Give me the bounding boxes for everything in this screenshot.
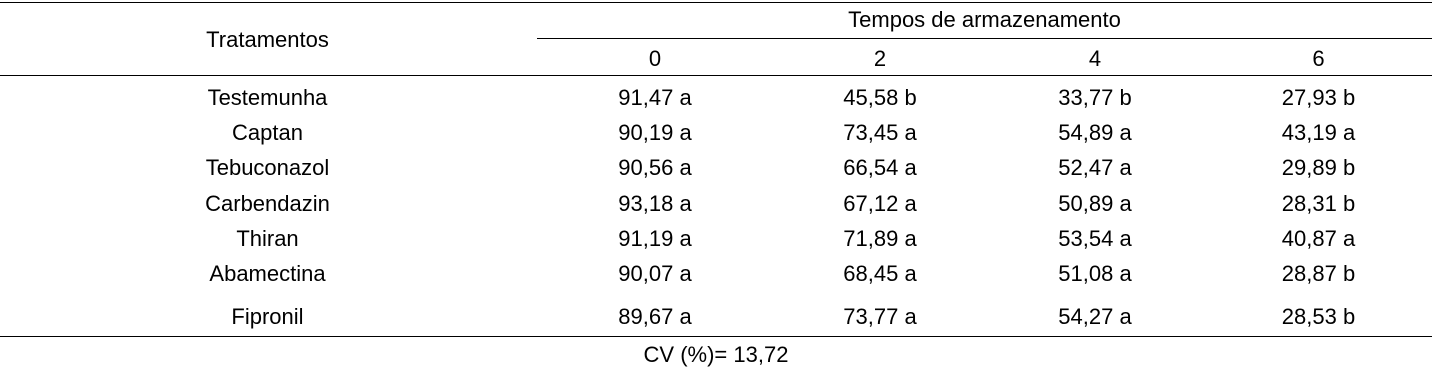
column-header-0: 0 (648, 46, 662, 71)
column-header-2: 2 (873, 46, 887, 71)
table-cell: 91,47 a (618, 85, 692, 110)
table-cell: 50,89 a (1058, 191, 1132, 216)
row-label: Captan (232, 120, 303, 145)
row-label: Tebuconazol (205, 155, 330, 180)
table-cell: 43,19 a (1281, 120, 1356, 145)
table-cell: 28,53 b (1281, 304, 1356, 329)
table-cell: 28,87 b (1281, 261, 1356, 286)
table-cell: 91,19 a (618, 226, 692, 251)
group-header-rule (537, 38, 1432, 39)
top-rule (0, 2, 1432, 3)
row-header: Tratamentos (206, 27, 329, 52)
table-cell: 51,08 a (1058, 261, 1132, 286)
header-bottom-rule (0, 75, 1432, 76)
table-cell: 90,56 a (618, 155, 692, 180)
table-cell: 66,54 a (843, 155, 917, 180)
table-cell: 68,45 a (843, 261, 917, 286)
table-cell: 90,19 a (618, 120, 692, 145)
table-cell: 33,77 b (1058, 85, 1132, 110)
table-cell: 54,27 a (1058, 304, 1132, 329)
row-label: Carbendazin (205, 191, 330, 216)
body-bottom-rule (0, 336, 1432, 337)
table-cell: 67,12 a (843, 191, 917, 216)
row-label: Abamectina (209, 261, 326, 286)
table-cell: 52,47 a (1058, 155, 1132, 180)
group-header: Tempos de armazenamento (848, 7, 1121, 32)
table-cell: 90,07 a (618, 261, 692, 286)
table-cell: 29,89 b (1281, 155, 1356, 180)
cv-footer: CV (%)= 13,72 (643, 342, 789, 367)
row-label: Thiran (236, 226, 299, 251)
table-cell: 40,87 a (1281, 226, 1356, 251)
table-cell: 89,67 a (618, 304, 692, 329)
table-cell: 73,77 a (843, 304, 917, 329)
row-label: Testemunha (207, 85, 328, 110)
table-cell: 54,89 a (1058, 120, 1132, 145)
table-cell: 27,93 b (1281, 85, 1356, 110)
table-cell: 53,54 a (1058, 226, 1132, 251)
column-header-4: 4 (1088, 46, 1102, 71)
table-cell: 93,18 a (618, 191, 692, 216)
row-label: Fipronil (231, 304, 304, 329)
table-cell: 28,31 b (1281, 191, 1356, 216)
table-cell: 71,89 a (843, 226, 917, 251)
table-cell: 45,58 b (843, 85, 917, 110)
table-cell: 73,45 a (843, 120, 917, 145)
column-header-6: 6 (1312, 46, 1325, 71)
